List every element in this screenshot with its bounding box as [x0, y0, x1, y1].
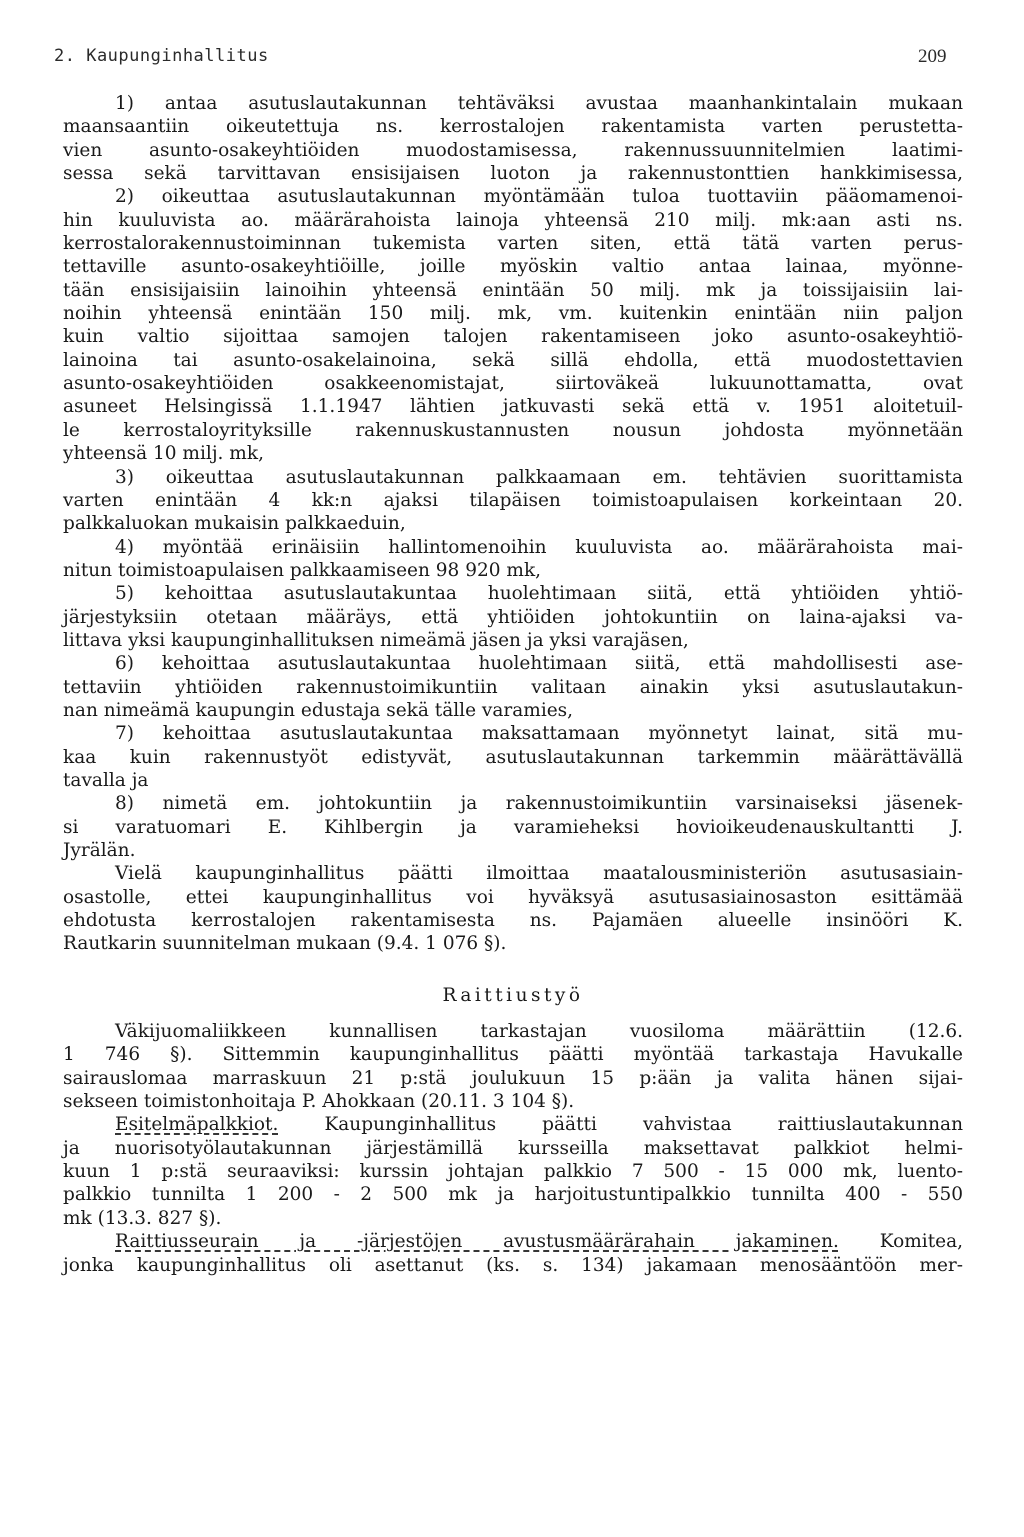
text-line	[63, 886, 963, 909]
text-line-content: järjestyksiin otetaan määräys, että yhtiöiden johtokuntiin on laina-ajaksi va-	[63, 606, 963, 628]
text-line-content: lainoina tai asunto-osakelainoina, sekä sillä ehdolla, että muodostettavien	[63, 349, 963, 371]
text-line	[63, 1230, 963, 1253]
text-line	[63, 185, 963, 208]
text-line-content: osastolle, ettei kaupunginhallitus voi hyväksyä asutusasiainosaston esittämää	[63, 886, 963, 908]
text-line	[63, 115, 963, 138]
text-line-content: littava yksi kaupunginhallituksen nimeämä jäsen ja yksi varajäsen,	[63, 629, 689, 651]
text-line	[63, 1254, 963, 1277]
text-line-content: nan nimeämä kaupungin edustaja sekä tälle varamies,	[63, 699, 574, 721]
text-line	[63, 1183, 963, 1206]
text-line	[63, 1160, 963, 1183]
text-line-content: Rautkarin suunnitelman mukaan (9.4. 1 076 §).	[63, 933, 507, 955]
text-line-content: sairauslomaa marraskuun 21 p:stä joulukuun 15 p:ään ja valita hänen sijai-	[63, 1067, 963, 1089]
section-heading-text: Raittiustyö	[442, 984, 584, 1006]
text-line-content: kaa kuin rakennustyöt edistyvät, asutuslautakunnan tarkemmin määrättävällä	[63, 746, 963, 768]
text-line	[63, 1207, 963, 1230]
text-line-content: Vielä kaupunginhallitus päätti ilmoittaa maatalousministeriön asutusasiain-	[115, 863, 963, 885]
main-paragraphs	[63, 92, 963, 956]
section-paragraphs	[63, 1020, 963, 1277]
text-line-content: jonka kaupunginhallitus oli asettanut (ks. s. 134) jakamaan menosääntöön mer-	[63, 1254, 963, 1276]
text-line-content: Esitelmäpalkkiot. Kaupunginhallitus päätti vahvistaa raittiuslautakunnan	[115, 1114, 963, 1136]
text-line-content: tavalla ja	[63, 769, 149, 791]
text-line	[63, 279, 963, 302]
text-line	[63, 1020, 963, 1043]
text-line-content: Väkijuomaliikkeen kunnallisen tarkastajan vuosiloma määrättiin (12.6.	[115, 1021, 963, 1043]
text-line	[63, 839, 963, 862]
text-line-content: palkkaluokan mukaisin palkkaeduin,	[63, 513, 406, 535]
underlined-run-in-heading: Esitelmäpalkkiot.	[115, 1114, 279, 1136]
text-line-content: sekseen toimistonhoitaja P. Ahokkaan (20.11. 3 104 §).	[63, 1091, 575, 1113]
text-line	[63, 722, 963, 745]
text-line-content: 1 746 §). Sittemmin kaupunginhallitus päätti myöntää tarkastaja Havukalle	[63, 1044, 963, 1066]
text-line-content: 7) kehoittaa asutuslautakuntaa maksattamaan myönnetyt lainat, sitä mu-	[115, 723, 963, 745]
text-line-content: maansaantiin oikeutettuja ns. kerrostalojen rakentamista varten perustetta-	[63, 116, 963, 138]
text-line	[63, 325, 963, 348]
text-line-content: Jyrälän.	[63, 840, 136, 861]
text-line-content: hin kuuluvista ao. määrärahoista lainoja yhteensä 210 milj. mk:aan asti ns.	[63, 209, 963, 231]
text-line	[63, 209, 963, 232]
text-line-content: sessa sekä tarvittavan ensisijaisen luoton ja rakennustonttien hankkimisessa,	[63, 163, 963, 185]
text-line	[63, 769, 963, 792]
text-line	[63, 1113, 963, 1136]
text-line-content: kuin valtio sijoittaa samojen talojen rakentamiseen joko asunto-osakeyhtiö-	[63, 326, 963, 348]
text-line	[63, 372, 963, 395]
text-line-content: asuneet Helsingissä 1.1.1947 lähtien jatkuvasti sekä että v. 1951 aloitetuil-	[63, 396, 963, 418]
text-line-content: kuun 1 p:stä seuraaviksi: kurssin johtajan palkkio 7 500 - 15 000 mk, luento-	[63, 1161, 963, 1183]
text-line	[63, 536, 963, 559]
text-line	[63, 792, 963, 815]
text-line	[63, 489, 963, 512]
text-line	[63, 582, 963, 605]
text-line-content: yhteensä 10 milj. mk,	[63, 443, 264, 465]
text-line-content: tään ensisijaisiin lainoihin yhteensä enintään 50 milj. mk ja toissijaisiin lai-	[63, 279, 963, 301]
underlined-run-in-heading: Raittiusseurain ja -järjestöjen avustusmäärärahain jakaminen.	[115, 1231, 839, 1253]
text-line	[63, 909, 963, 932]
text-line	[63, 302, 963, 325]
text-line-content: si varatuomari E. Kihlbergin ja varamieheksi hovioikeudenauskultantti J.	[63, 816, 963, 838]
text-line	[63, 559, 963, 582]
text-line-content: ehdotusta kerrostalojen rakentamisesta ns. Pajamäen alueelle insinööri K.	[63, 910, 963, 932]
text-line-content: 1) antaa asutuslautakunnan tehtäväksi avustaa maanhankintalain mukaan	[115, 93, 963, 114]
text-line-content: tettaville asunto-osakeyhtiöille, joille myöskin valtio antaa lainaa, myönne-	[63, 256, 963, 278]
text-line-content: 3) oikeuttaa asutuslautakunnan palkkaamaan em. tehtävien suorittamista	[115, 466, 963, 488]
text-line-content: nitun toimistoapulaisen palkkaamiseen 98 920 mk,	[63, 559, 542, 581]
text-line	[63, 699, 963, 722]
text-line	[63, 466, 963, 489]
text-line-content: 2) oikeuttaa asutuslautakunnan myöntämään tuloa tuottaviin pääomamenoi-	[115, 186, 963, 208]
text-line-content: ja nuorisotyölautakunnan järjestämillä kursseilla maksettavat palkkiot helmi-	[63, 1137, 963, 1159]
text-line	[63, 1137, 963, 1160]
text-line	[63, 512, 963, 535]
text-line-content: varten enintään 4 kk:n ajaksi tilapäisen toimistoapulaisen korkeintaan 20.	[63, 489, 963, 511]
text-line	[63, 1090, 963, 1113]
text-line	[63, 606, 963, 629]
text-line	[63, 1067, 963, 1090]
text-line-content: noihin yhteensä enintään 150 milj. mk, vm. kuitenkin enintään niin paljon	[63, 303, 963, 325]
text-line-content: tettaviin yhtiöiden rakennustoimikuntiin valitaan ainakin yksi asutuslautakun-	[63, 676, 963, 698]
text-line	[63, 1043, 963, 1066]
text-line	[63, 816, 963, 839]
text-line	[63, 92, 963, 115]
text-line	[63, 862, 963, 885]
text-line-content: 5) kehoittaa asutuslautakuntaa huolehtimaan siitä, että yhtiöiden yhtiö-	[115, 583, 963, 605]
text-line-content: le kerrostaloyrityksille rakennuskustannusten nousun johdosta myönnetään	[63, 419, 963, 441]
text-line	[63, 395, 963, 418]
text-line-content: asunto-osakeyhtiöiden osakkeenomistajat, siirtoväkeä lukuunottamatta, ovat	[63, 373, 963, 395]
text-line	[63, 419, 963, 442]
text-line	[63, 442, 963, 465]
text-line	[63, 932, 963, 955]
text-line	[63, 652, 963, 675]
text-line-content: Raittiusseurain ja -järjestöjen avustusmäärärahain jakaminen. Komitea,	[115, 1231, 963, 1253]
text-line-content: palkkio tunnilta 1 200 - 2 500 mk ja harjoitustuntipalkkio tunnilta 400 - 550	[63, 1184, 963, 1206]
body-text	[63, 92, 963, 1277]
text-line-content: kerrostalorakennustoiminnan tukemista varten siten, että tätä varten perus-	[63, 233, 963, 255]
text-line	[63, 162, 963, 185]
text-line-content: 4) myöntää erinäisiin hallintomenoihin kuuluvista ao. määrärahoista mai-	[115, 536, 963, 558]
text-line	[63, 746, 963, 769]
text-line	[63, 255, 963, 278]
text-line	[63, 139, 963, 162]
running-head: 2. Kaupunginhallitus	[54, 46, 269, 66]
section-heading	[63, 984, 963, 1007]
text-line-content: 8) nimetä em. johtokuntiin ja rakennustoimikuntiin varsinaiseksi jäsenek-	[115, 793, 963, 815]
text-line-content: mk (13.3. 827 §).	[63, 1207, 222, 1229]
text-line	[63, 349, 963, 372]
text-line	[63, 232, 963, 255]
text-line-content: 6) kehoittaa asutuslautakuntaa huolehtimaan siitä, että mahdollisesti ase-	[115, 653, 963, 675]
text-line	[63, 629, 963, 652]
text-line	[63, 676, 963, 699]
text-line-content: vien asunto-osakeyhtiöiden muodostamisessa, rakennussuunnitelmien laatimi-	[63, 139, 963, 161]
page-number: 209	[918, 46, 947, 67]
